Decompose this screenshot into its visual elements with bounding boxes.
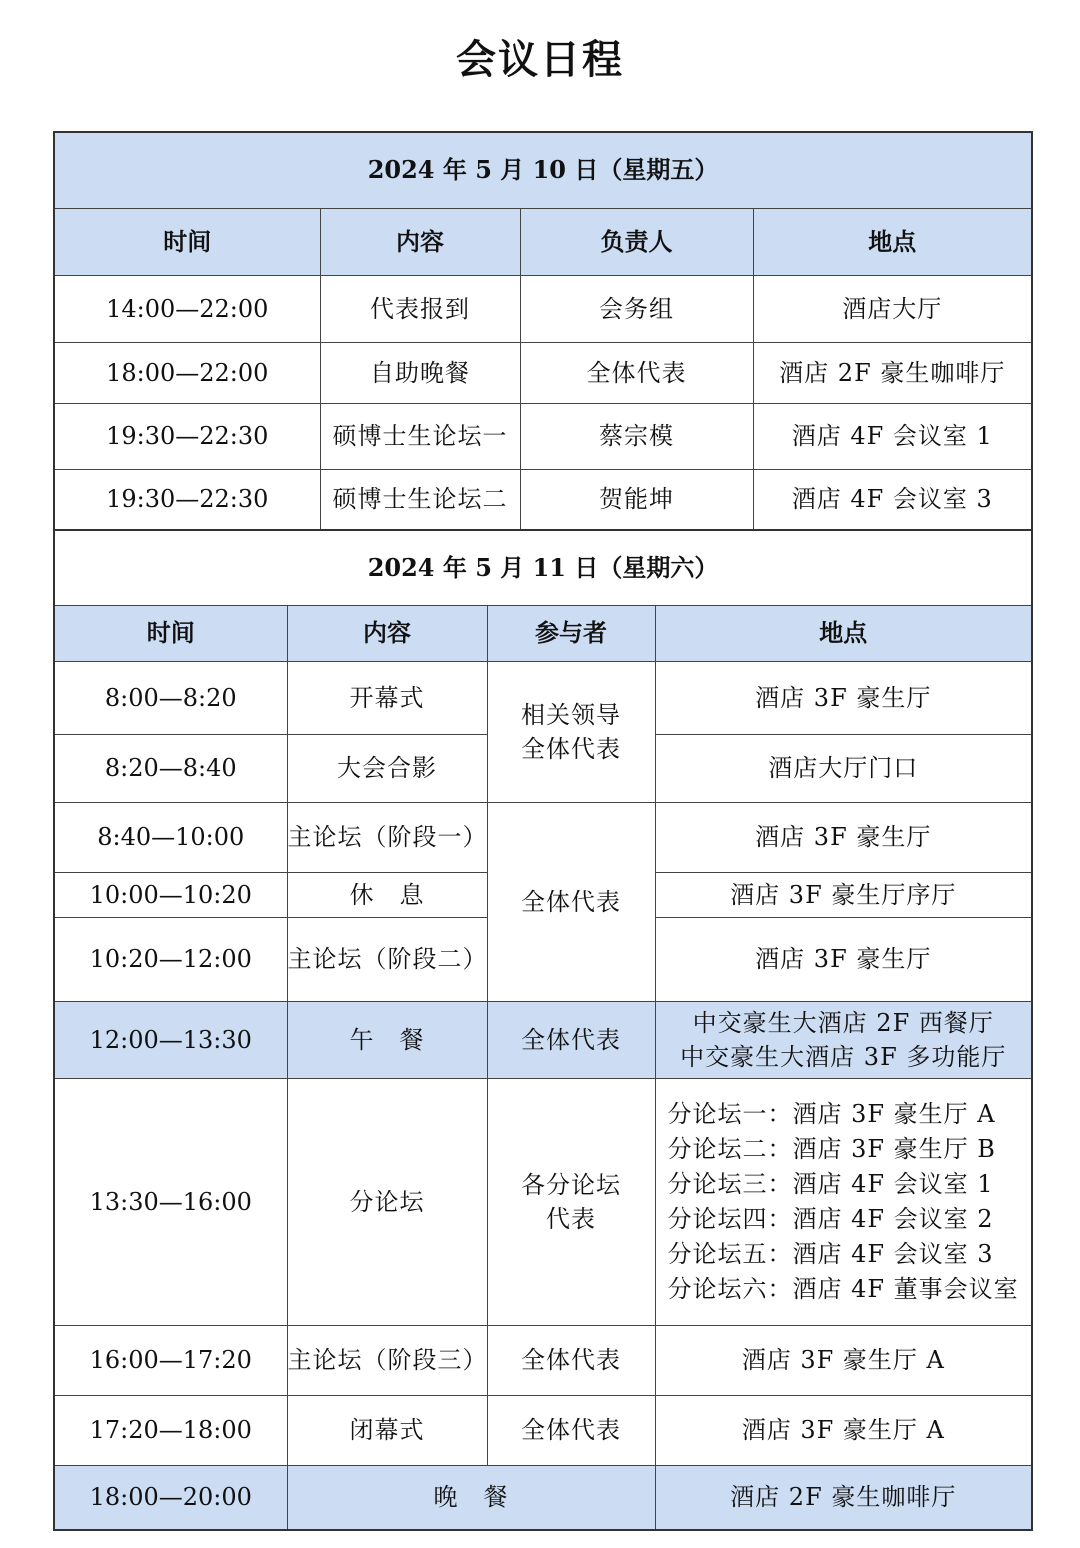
time-cell: 19:30—22:30: [54, 469, 320, 530]
column-header-time: 时间: [54, 605, 287, 661]
column-header-participant: 参与者: [487, 605, 655, 661]
content-cell: 分论坛: [287, 1078, 487, 1325]
table-row: [54, 1465, 1032, 1530]
content-cell: 自助晚餐: [320, 342, 520, 403]
person-cell: 会务组: [520, 275, 753, 342]
column-header-place: 地点: [753, 208, 1032, 275]
schedule-table-day1: [53, 131, 1033, 531]
time-cell: 8:00—8:20: [54, 661, 287, 734]
participant-line: 各分论坛: [521, 1170, 621, 1199]
table-row: [54, 275, 1032, 342]
place-cell: 酒店大厅: [753, 275, 1032, 342]
table-row: [54, 802, 1032, 872]
time-cell: 12:00—13:30: [54, 1001, 287, 1078]
person-cell: 全体代表: [520, 342, 753, 403]
table-row: [54, 403, 1032, 469]
time-cell: 19:30—22:30: [54, 403, 320, 469]
place-cell: 酒店 4F 会议室 3: [753, 469, 1032, 530]
table-row: [54, 1395, 1032, 1465]
content-cell: 晚 餐: [287, 1465, 655, 1530]
place-cell: 酒店 2F 豪生咖啡厅: [655, 1465, 1032, 1530]
place-cell: 酒店 3F 豪生厅: [655, 661, 1032, 734]
place-cell: 酒店 2F 豪生咖啡厅: [753, 342, 1032, 403]
place-cell: 酒店 4F 会议室 1: [753, 403, 1032, 469]
date-header: 2024 年 5 月 11 日（星期六）: [54, 530, 1032, 605]
content-cell: 大会合影: [287, 734, 487, 802]
content-cell: 午 餐: [287, 1001, 487, 1078]
participant-cell: 全体代表: [487, 1395, 655, 1465]
participant-cell: 全体代表: [487, 1001, 655, 1078]
content-cell: 主论坛（阶段一）: [287, 802, 487, 872]
participant-line: 相关领导: [521, 700, 621, 729]
content-cell: 硕博士生论坛二: [320, 469, 520, 530]
person-cell: 贺能坤: [520, 469, 753, 530]
participant-cell: 全体代表: [487, 1325, 655, 1395]
place-cell: [655, 1001, 1032, 1078]
date-header: 2024 年 5 月 10 日（星期五）: [54, 132, 1032, 208]
table-row: [54, 469, 1032, 530]
content-cell: 休 息: [287, 872, 487, 917]
place-cell: 酒店 3F 豪生厅: [655, 802, 1032, 872]
time-cell: 10:20—12:00: [54, 917, 287, 1001]
place-line: 中交豪生大酒店 2F 西餐厅: [692, 1008, 994, 1037]
content-cell: 代表报到: [320, 275, 520, 342]
place-cell: 酒店 3F 豪生厅序厅: [655, 872, 1032, 917]
column-header-content: 内容: [320, 208, 520, 275]
place-line: 分论坛三：酒店 4F 会议室 1: [667, 1169, 994, 1198]
participant-cell: [487, 1078, 655, 1325]
table-row: [54, 1078, 1032, 1325]
place-line: 分论坛四：酒店 4F 会议室 2: [667, 1204, 994, 1233]
place-cell: 酒店 3F 豪生厅 A: [655, 1395, 1032, 1465]
content-cell: 主论坛（阶段三）: [287, 1325, 487, 1395]
time-cell: 14:00—22:00: [54, 275, 320, 342]
participant-line: 代表: [546, 1204, 596, 1233]
place-cell: 酒店 3F 豪生厅 A: [655, 1325, 1032, 1395]
participant-line: 全体代表: [521, 734, 621, 763]
table-row: [54, 342, 1032, 403]
time-cell: 10:00—10:20: [54, 872, 287, 917]
place-cell: 酒店 3F 豪生厅: [655, 917, 1032, 1001]
time-cell: 8:20—8:40: [54, 734, 287, 802]
place-line: 分论坛五：酒店 4F 会议室 3: [667, 1239, 994, 1268]
column-header-place: 地点: [655, 605, 1032, 661]
place-line: 分论坛一：酒店 3F 豪生厅 A: [667, 1099, 996, 1128]
content-cell: 闭幕式: [287, 1395, 487, 1465]
content-cell: 主论坛（阶段二）: [287, 917, 487, 1001]
column-header-content: 内容: [287, 605, 487, 661]
content-cell: 硕博士生论坛一: [320, 403, 520, 469]
time-cell: 18:00—22:00: [54, 342, 320, 403]
place-list-cell: [655, 1078, 1032, 1325]
time-cell: 13:30—16:00: [54, 1078, 287, 1325]
content-cell: 开幕式: [287, 661, 487, 734]
time-cell: 8:40—10:00: [54, 802, 287, 872]
place-cell: 酒店大厅门口: [655, 734, 1032, 802]
table-row: [54, 1325, 1032, 1395]
time-cell: 18:00—20:00: [54, 1465, 287, 1530]
place-line: 分论坛二：酒店 3F 豪生厅 B: [667, 1134, 996, 1163]
place-line: 分论坛六：酒店 4F 董事会议室: [667, 1274, 1019, 1303]
table-row: [54, 661, 1032, 734]
time-cell: 16:00—17:20: [54, 1325, 287, 1395]
participant-cell: [487, 661, 655, 802]
place-line: 中交豪生大酒店 3F 多功能厅: [680, 1042, 1007, 1071]
table-row: [54, 1001, 1032, 1078]
person-cell: 蔡宗模: [520, 403, 753, 469]
participant-cell: 全体代表: [487, 802, 655, 1001]
column-header-time: 时间: [54, 208, 320, 275]
schedule-table-day2: [53, 529, 1033, 1531]
column-header-person: 负责人: [520, 208, 753, 275]
page-title: 会议日程: [456, 37, 624, 83]
time-cell: 17:20—18:00: [54, 1395, 287, 1465]
